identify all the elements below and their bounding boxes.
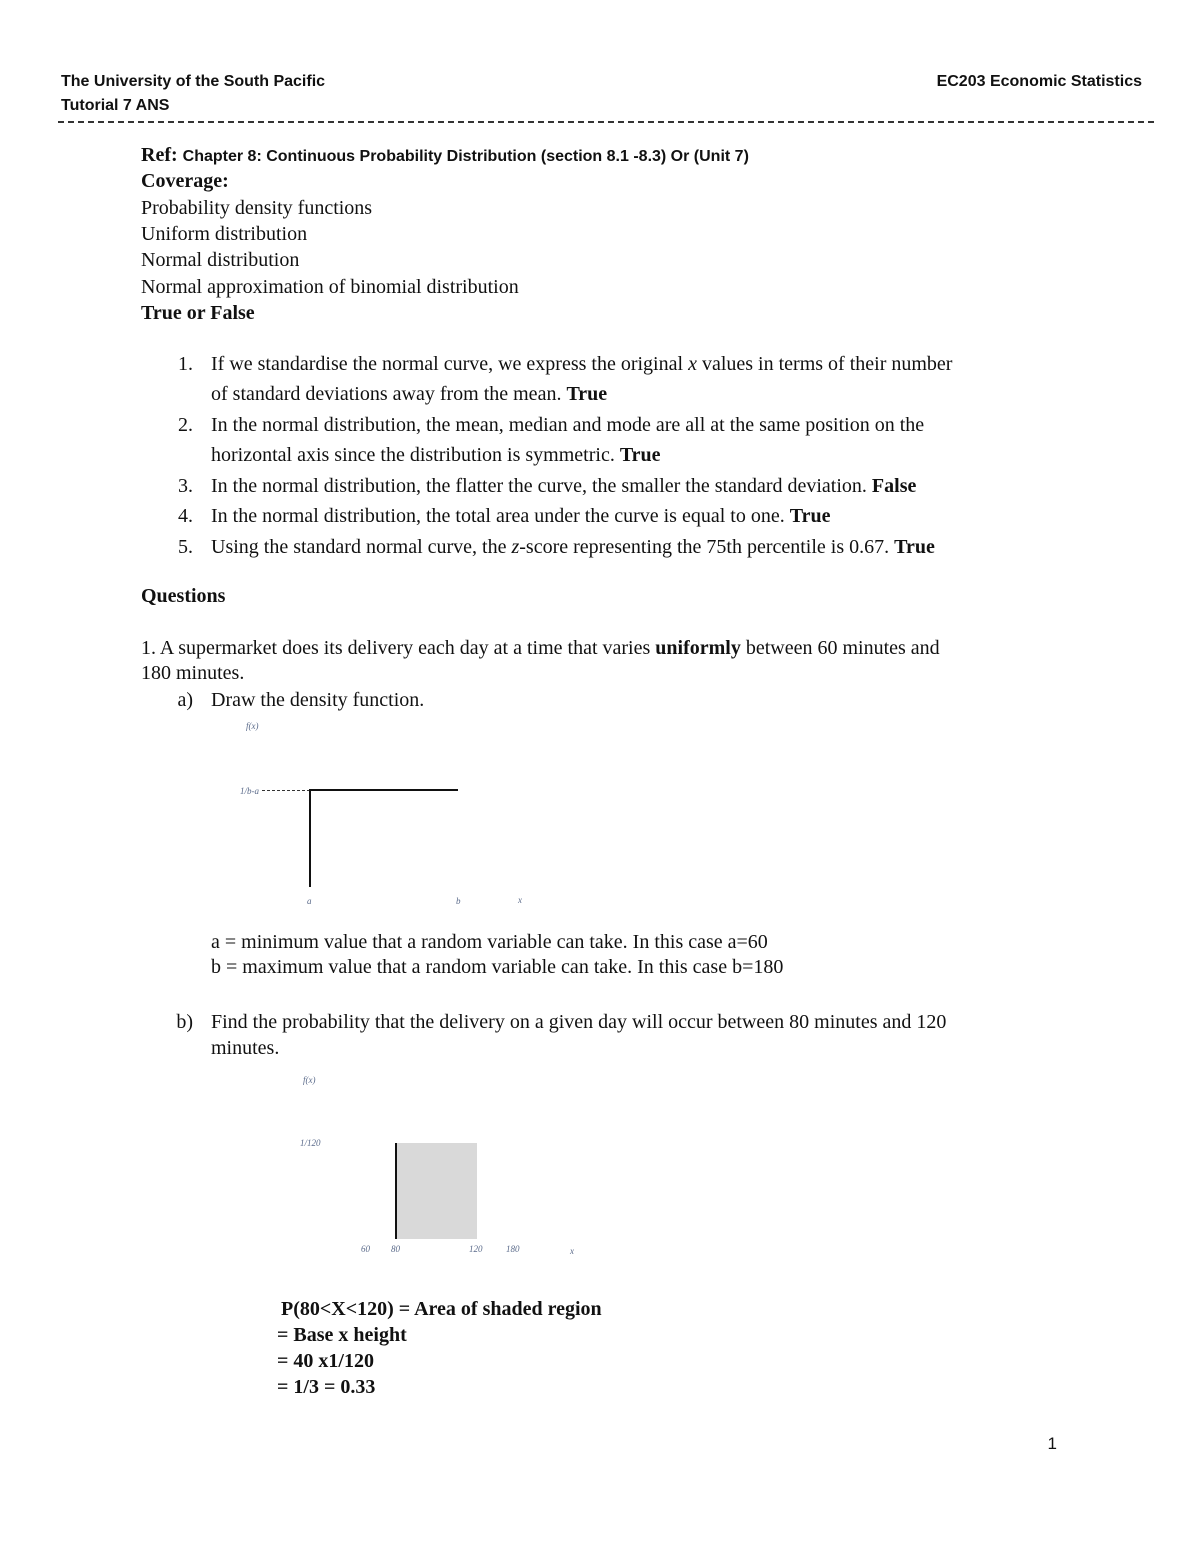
fig-b-x-label: 60 (361, 1244, 370, 1254)
questions-heading: Questions (141, 585, 226, 607)
q1b-label: b) (176, 1011, 193, 1033)
q1-line2: 180 minutes. (141, 662, 245, 684)
tf-item-1-line2: of standard deviations away from the mean. True (211, 383, 608, 405)
tf-item-2-line1: In the normal distribution, the mean, median and mode are all at the same position on the (211, 414, 925, 436)
q1b-line2: minutes. (211, 1037, 280, 1059)
fig-b-y-label: f(x) (303, 1075, 316, 1085)
q1b-line1: Find the probability that the delivery on a given day will occur between 80 minutes and 120 (211, 1011, 947, 1033)
fig-a-dashed-guide (262, 790, 310, 791)
tf-answer: True (619, 444, 661, 466)
tf-answer: True (894, 536, 935, 558)
coverage-heading: Coverage: (141, 170, 229, 192)
header-tutorial: Tutorial 7 ANS (61, 97, 170, 114)
calc-line: = Base x height (277, 1324, 407, 1346)
q1a-label: a) (177, 689, 193, 711)
tf-item-3: In the normal distribution, the flatter the curve, the smaller the standard deviation. False (211, 475, 917, 497)
true-false-heading: True or False (141, 302, 255, 324)
tf-item-number: 1. (178, 353, 193, 375)
fig-b-x-label: 120 (469, 1244, 483, 1254)
tf-answer: False (871, 475, 917, 497)
fig-a-density-left-edge (309, 789, 311, 887)
coverage-item: Uniform distribution (141, 223, 308, 245)
fig-a-y-label: f(x) (246, 721, 259, 731)
tf-item-number: 5. (178, 536, 193, 558)
coverage-item: Probability density functions (141, 197, 373, 219)
page-number: 1 (1047, 1434, 1057, 1453)
calc-line: = 40 x1/120 (277, 1350, 374, 1372)
fig-a-x-label-a: a (307, 896, 312, 906)
fig-b-x-label: 180 (506, 1244, 520, 1254)
q1a-text: Draw the density function. (211, 689, 425, 711)
tf-item-number: 4. (178, 505, 193, 527)
ref-line (141, 143, 749, 169)
fig-b-height-label: 1/120 (300, 1138, 321, 1148)
calc-line: = 1/3 = 0.33 (277, 1376, 376, 1398)
coverage-item: Normal distribution (141, 249, 300, 271)
tf-item-1-line1: If we standardise the normal curve, we express the original x values in terms of their number (211, 353, 953, 375)
fig-b-x-label: x (570, 1246, 574, 1256)
tf-item-number: 3. (178, 475, 193, 497)
header-divider (58, 121, 1154, 123)
tf-item-2-line2: horizontal axis since the distribution is symmetric. True (211, 444, 661, 466)
coverage-item: Normal approximation of binomial distribution (141, 276, 519, 298)
tf-item-5: Using the standard normal curve, the z-score representing the 75th percentile is 0.67. True (211, 536, 935, 558)
fig-a-density-top (310, 789, 458, 791)
fig-b-density-edge (395, 1143, 397, 1239)
q1-line1: 1. A supermarket does its delivery each day at a time that varies uniformly between 60 minutes and (141, 637, 940, 659)
def-a: a = minimum value that a random variable can take. In this case a=60 (211, 931, 768, 953)
tf-item-number: 2. (178, 414, 193, 436)
ref-label: Ref: (141, 144, 178, 166)
def-b: b = maximum value that a random variable can take. In this case b=180 (211, 956, 784, 978)
tf-answer: True (566, 383, 608, 405)
header-course: EC203 Economic Statistics (936, 73, 1142, 90)
tf-item-4: In the normal distribution, the total area under the curve is equal to one. True (211, 505, 831, 527)
calc-line: P(80<X<120) = Area of shaded region (281, 1298, 602, 1320)
fig-b-shaded-region (396, 1143, 477, 1239)
fig-b-x-label: 80 (391, 1244, 400, 1254)
header-university: The University of the South Pacific (61, 73, 326, 90)
fig-a-x-label-b: b (456, 896, 461, 906)
tf-answer: True (789, 505, 831, 527)
ref-text: Chapter 8: Continuous Probability Distribution (section 8.1 -8.3) Or (Unit 7) (182, 148, 749, 165)
fig-a-x-label-x: x (518, 895, 522, 905)
fig-a-height-label: 1/b-a (240, 786, 259, 796)
